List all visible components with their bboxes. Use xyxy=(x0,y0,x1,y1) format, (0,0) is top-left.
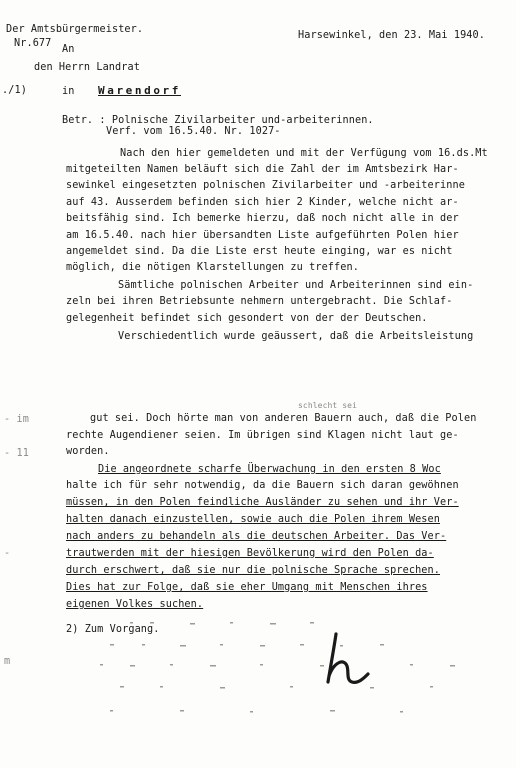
p1-line: mitgeteilten Namen beläuft sich die Zahl der im Amtsbezirk Har- xyxy=(66,164,459,175)
p1-line: sewinkel eingesetzten polnischen Zivilarbeiter und -arbeiterinne xyxy=(66,180,465,191)
address-an: An xyxy=(62,44,75,55)
p2-line: Sämtliche polnischen Arbeiter und Arbeiterinnen sind ein- xyxy=(118,280,474,291)
margin-mark: - 11 xyxy=(4,448,29,459)
address-in: in xyxy=(62,86,75,97)
p4-line: müssen, in den Polen feindliche Ausländer zu sehen und ihr Ver- xyxy=(66,497,459,508)
reference-number: Nr.677 xyxy=(14,38,52,49)
signature-initial xyxy=(322,632,372,688)
p3-cont-line: worden. xyxy=(66,446,110,457)
city: Warendorf xyxy=(98,84,182,97)
p1-line: angemeldet sind. Da die Liste erst heute einging, war es nicht xyxy=(66,246,453,257)
p4-line: durch erschwert, daß sie nur die polnische Sprache sprechen. xyxy=(66,565,441,576)
ghost-line: schlecht sei xyxy=(298,401,357,410)
p4-line: eigenen Volkes suchen. xyxy=(66,599,204,610)
p2-line: gelegenheit befindet sich gesondert von der der Deutschen. xyxy=(66,313,428,324)
p1-line: am 16.5.40. nach hier übersandten Liste aufgeführten Polen hier xyxy=(66,230,459,241)
subject-line-1: Betr. : Polnische Zivilarbeiter und-arbeiterinnen. xyxy=(62,115,374,126)
recipient: den Herrn Landrat xyxy=(34,62,140,73)
sender: Der Amtsbürgermeister. xyxy=(6,24,144,35)
place-date: Harsewinkel, den 23. Mai 1940. xyxy=(298,30,486,41)
p4-line: nach anders zu behandeln als die deutschen Arbeiter. Das Ver- xyxy=(66,531,447,542)
p1-line: auf 43. Ausserdem befinden sich hier 2 Kinder, welche nicht ar- xyxy=(66,197,459,208)
closing: 2) Zum Vorgang. xyxy=(66,624,160,635)
p4-line: halte ich für sehr notwendig, da die Bauern sich daran gewöhnen xyxy=(66,480,459,491)
p1-line: Nach den hier gemeldeten und mit der Verfügung vom 16.ds.Mt xyxy=(120,148,488,159)
p3-line: Verschiedentlich wurde geäussert, daß die Arbeitsleistung xyxy=(118,331,474,342)
p4-line: trautwerden mit der hiesigen Bevölkerung wird den Polen da- xyxy=(66,548,434,559)
margin-ref: ./1) xyxy=(2,85,27,96)
p2-line: zeln bei ihren Betriebsunte nehmern untergebracht. Die Schlaf- xyxy=(66,296,453,307)
p1-line: beitsfähig sind. Ich bemerke hierzu, daß noch nicht alle in der xyxy=(66,213,459,224)
p1-line: möglich, die nötigen Klarstellungen zu treffen. xyxy=(66,262,359,273)
p3-cont-line: gut sei. Doch hörte man von anderen Bauern auch, daß die Polen xyxy=(90,413,477,424)
margin-mark: m xyxy=(4,656,11,667)
margin-mark: - xyxy=(4,548,11,559)
margin-mark: - im xyxy=(4,414,29,425)
p4-line: halten danach einzustellen, sowie auch die Polen ihrem Wesen xyxy=(66,514,441,525)
p4-line: Dies hat zur Folge, daß sie eher Umgang mit Menschen ihres xyxy=(66,582,428,593)
subject-line-2: Verf. vom 16.5.40. Nr. 1027- xyxy=(106,126,281,137)
p3-cont-line: rechte Augendiener seien. Im übrigen sind Klagen nicht laut ge- xyxy=(66,430,459,441)
p4-line: Die angeordnete scharfe Überwachung in den ersten 8 Woc xyxy=(98,464,441,475)
bleed-through-noise xyxy=(90,618,510,728)
